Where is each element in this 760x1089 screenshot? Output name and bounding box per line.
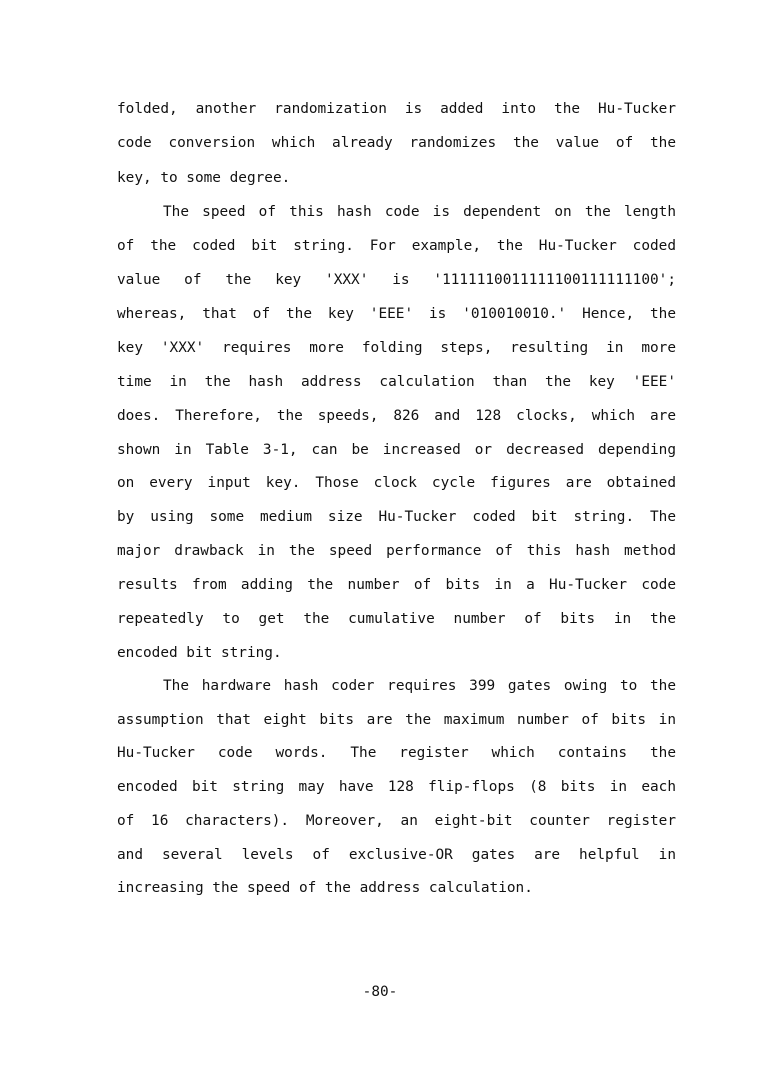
text-line: encoded bit string may have 128 flip-flops (8 bits in each [117,779,676,795]
text-line: key 'XXX' requires more folding steps, resulting in more [117,340,676,356]
text-line: key, to some degree. [117,170,291,186]
text-line: shown in Table 3-1, can be increased or decreased depending [117,442,676,458]
text-line: of the coded bit string. For example, the Hu-Tucker coded [117,238,676,254]
text-line: The hardware hash coder requires 399 gates owing to the [163,678,676,694]
text-line: whereas, that of the key 'EEE' is '010010010.' Hence, the [117,306,676,322]
text-line: by using some medium size Hu-Tucker coded bit string. The [117,509,676,525]
text-line: on every input key. Those clock cycle figures are obtained [117,475,676,491]
text-line: The speed of this hash code is dependent on the length [163,204,676,220]
page-number: -80- [362,984,398,1000]
text-line: major drawback in the speed performance of this hash method [117,543,676,559]
text-line: and several levels of exclusive-OR gates are helpful in [117,847,676,863]
text-line: repeatedly to get the cumulative number of bits in the [117,611,676,627]
text-line: increasing the speed of the address calculation. [117,880,533,896]
text-line: time in the hash address calculation than the key 'EEE' [117,374,676,390]
text-line: value of the key 'XXX' is '1111110011111100111111100'; [117,272,676,288]
text-line: encoded bit string. [117,645,282,661]
text-line: does. Therefore, the speeds, 826 and 128 clocks, which are [117,408,676,424]
text-line: folded, another randomization is added into the Hu-Tucker [117,101,676,117]
text-line: results from adding the number of bits in a Hu-Tucker code [117,577,676,593]
text-line: code conversion which already randomizes the value of the [117,135,676,151]
text-line: of 16 characters). Moreover, an eight-bit counter register [117,813,676,829]
text-line: assumption that eight bits are the maximum number of bits in [117,712,676,728]
text-line: Hu-Tucker code words. The register which contains the [117,745,676,761]
